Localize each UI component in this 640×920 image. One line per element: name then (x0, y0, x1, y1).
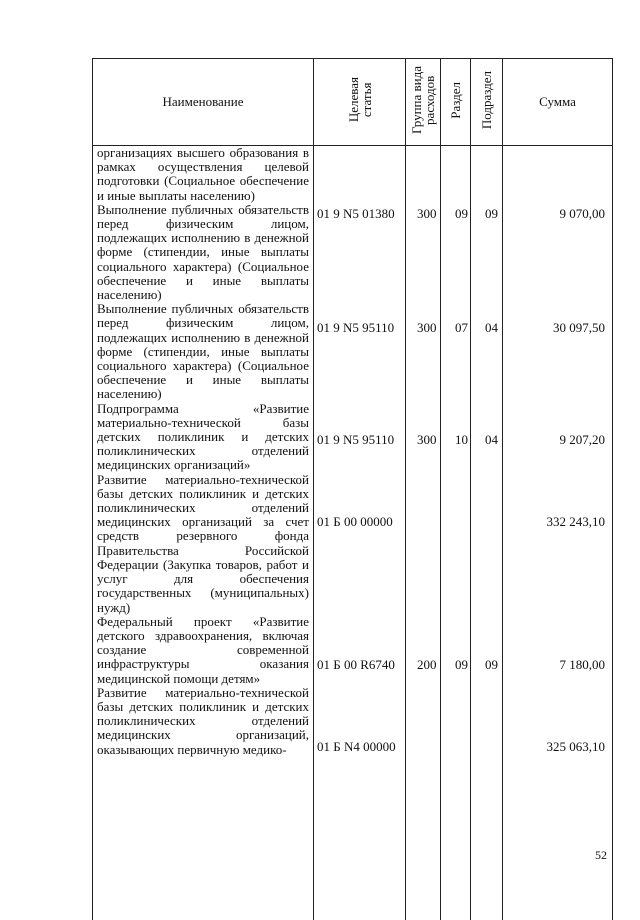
name-column (93, 146, 314, 920)
row-subsection: 09 (485, 207, 498, 221)
table-body-row (93, 146, 613, 920)
target-article-column (314, 146, 406, 920)
row-code: 01 9 N5 01380 (317, 207, 395, 221)
row-section: 07 (455, 321, 468, 335)
row-subsection: 04 (485, 321, 498, 335)
row-sum: 7 180,00 (560, 658, 606, 672)
header-sum: Сумма (503, 59, 613, 146)
sum-column (503, 146, 613, 920)
section-column (441, 146, 471, 920)
row-section: 10 (455, 433, 468, 447)
row-group: 200 (417, 658, 437, 672)
row-sum: 325 063,10 (547, 740, 606, 754)
row-sum: 332 243,10 (547, 515, 606, 529)
row-sum: 9 070,00 (560, 207, 606, 221)
subsection-column (471, 146, 503, 920)
row-name: Выполнение публичных обязательств перед физическим лицом, подлежащих исполнению в денежной форме (стипендии, иные выплаты социального характера) (Социальное обеспечение и иные выплаты населению) (97, 203, 309, 302)
header-section: Раздел (441, 59, 471, 146)
row-sum: 9 207,20 (560, 433, 606, 447)
page-number: 52 (595, 848, 607, 863)
row-code: 01 9 N5 95110 (317, 321, 394, 335)
row-section: 09 (455, 658, 468, 672)
row-name: Развитие материально-технической базы детских поликлиник и детских поликлинических отделений медицинских организаций за счет средств резервного фонда Правительства Российской Федерации (Закупка товаров, работ и услуг для обеспечения государственных (муниципальных) нужд) (97, 473, 309, 615)
row-subsection: 09 (485, 658, 498, 672)
row-name: Подпрограмма «Развитие материально-технической базы детских поликлиник и детских поликлинических отделений медицинских организаций» (97, 402, 309, 473)
row-sum: 30 097,50 (553, 321, 605, 335)
row-section: 09 (455, 207, 468, 221)
row-code: 01 Б 00 00000 (317, 515, 393, 529)
row-group: 300 (417, 321, 437, 335)
row-code: 01 Б N4 00000 (317, 740, 396, 754)
table-header-row (93, 59, 613, 146)
row-name: организациях высшего образования в рамках осуществления целевой подготовки (Социальное обеспечение и иные выплаты населению) (97, 146, 309, 203)
budget-table (92, 58, 613, 920)
header-target-article: Целевая статья (314, 59, 406, 146)
row-subsection: 04 (485, 433, 498, 447)
header-subsection: Подраздел (471, 59, 503, 146)
row-code: 01 Б 00 R6740 (317, 658, 395, 672)
header-name: Наименование (93, 59, 314, 146)
row-group: 300 (417, 433, 437, 447)
row-group: 300 (417, 207, 437, 221)
row-name: Развитие материально-технической базы детских поликлиник и детских поликлинических отделений медицинских организаций, оказывающих первичную медико- (97, 686, 309, 757)
row-name: Федеральный проект «Развитие детского здравоохранения, включая создание современной инфраструктуры оказания медицинской помощи детям» (97, 615, 309, 686)
row-name: Выполнение публичных обязательств перед физическим лицом, подлежащих исполнению в денежной форме (стипендии, иные выплаты социального характера) (Социальное обеспечение и иные выплаты населению) (97, 302, 309, 401)
row-code: 01 9 N5 95110 (317, 433, 394, 447)
expense-group-column (406, 146, 441, 920)
header-expense-group: Группа вида расходов (406, 59, 441, 146)
